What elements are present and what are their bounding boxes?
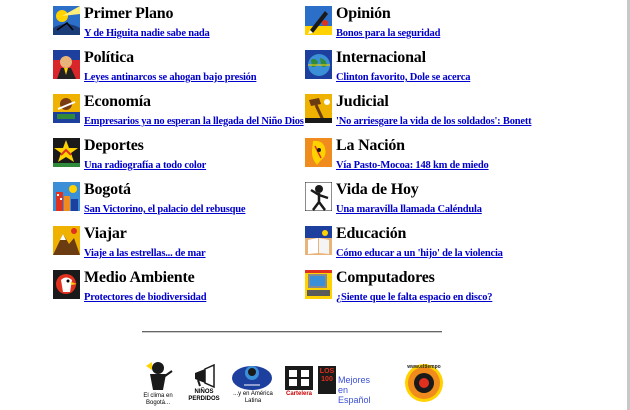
section-title[interactable]: Política bbox=[84, 49, 134, 66]
www-eltiempo-link[interactable] bbox=[404, 363, 444, 403]
section-title[interactable]: Educación bbox=[336, 225, 407, 242]
latam-globe-icon bbox=[230, 361, 274, 391]
money-icon bbox=[53, 94, 80, 123]
section-title[interactable]: Computadores bbox=[336, 269, 435, 286]
film-icon bbox=[285, 366, 313, 390]
section-medio-ambiente bbox=[53, 268, 313, 310]
headline-link[interactable]: Clinton favorito, Dole se acerca bbox=[336, 72, 471, 83]
sports-icon bbox=[53, 138, 80, 167]
section-title[interactable]: Medio Ambiente bbox=[84, 269, 195, 286]
book-icon bbox=[305, 226, 332, 255]
pen-icon bbox=[305, 6, 332, 35]
section-bogota bbox=[53, 180, 313, 222]
section-opinion bbox=[305, 4, 565, 46]
america-latina-link[interactable] bbox=[230, 361, 274, 391]
headline-link[interactable]: San Victorino, el palacio del rebusque bbox=[84, 204, 246, 215]
city-icon bbox=[53, 182, 80, 211]
latam-caption: ...y en América Latina bbox=[233, 391, 273, 404]
ninos-caption: NIÑOS PERDIDOS bbox=[188, 389, 220, 402]
clima-bogota-link[interactable] bbox=[141, 360, 175, 392]
cartelera-caption: Cartelera bbox=[285, 391, 312, 397]
gavel-icon bbox=[305, 94, 332, 123]
bird-icon bbox=[53, 270, 80, 299]
headline-link[interactable]: Una radiografía a todo color bbox=[84, 160, 207, 171]
section-title[interactable]: Primer Plano bbox=[84, 5, 174, 22]
cartelera-link[interactable] bbox=[285, 366, 313, 390]
ninos-perdidos-link[interactable] bbox=[192, 364, 218, 388]
section-educacion bbox=[305, 224, 565, 266]
globe-icon bbox=[305, 50, 332, 79]
section-economia bbox=[53, 92, 313, 134]
headline-link[interactable]: Vía Pasto-Mocoa: 148 km de miedo bbox=[336, 160, 489, 171]
section-title[interactable]: Opinión bbox=[336, 5, 391, 22]
section-viajar bbox=[53, 224, 313, 266]
politician-icon bbox=[53, 50, 80, 79]
headline-link[interactable]: ¿Siente que le falta espacio en disco? bbox=[336, 292, 493, 303]
sun-icon bbox=[53, 6, 80, 35]
section-computadores bbox=[305, 268, 565, 310]
headline-link[interactable]: Protectores de biodiversidad bbox=[84, 292, 207, 303]
horizontal-rule bbox=[142, 331, 442, 333]
headline-link[interactable]: Bonos para la seguridad bbox=[336, 28, 441, 39]
section-title[interactable]: Bogotá bbox=[84, 181, 131, 198]
headline-link[interactable]: Una maravilla llamada Caléndula bbox=[336, 204, 482, 215]
headline-link[interactable]: Cómo educar a un 'hijo' de la violencia bbox=[336, 248, 503, 259]
section-vida-de-hoy bbox=[305, 180, 565, 222]
headline-link[interactable]: 'No arriesgare la vida de los soldados': Bonett bbox=[336, 116, 532, 127]
megaphone-icon bbox=[192, 364, 218, 388]
section-primer-plano bbox=[53, 4, 313, 46]
map-icon bbox=[305, 138, 332, 167]
section-judicial bbox=[305, 92, 565, 134]
section-deportes bbox=[53, 136, 313, 178]
person-icon bbox=[305, 182, 332, 211]
los-100-badge: LOS 100 bbox=[319, 368, 335, 383]
headline-link[interactable]: Y de Higuita nadie sabe nada bbox=[84, 28, 210, 39]
section-title[interactable]: Deportes bbox=[84, 137, 144, 154]
computer-icon bbox=[305, 270, 332, 299]
headline-link[interactable]: Leyes antinarcos se ahogan bajo presión bbox=[84, 72, 257, 83]
www-badge-text: www.eltiempo bbox=[407, 364, 441, 370]
section-internacional bbox=[305, 48, 565, 90]
section-title[interactable]: Economía bbox=[84, 93, 151, 110]
clima-caption: El clima en Bogotá... bbox=[143, 393, 173, 406]
headline-link[interactable]: Empresarios ya no esperan la llegada del Niño Dios bbox=[84, 116, 304, 127]
section-title[interactable]: Internacional bbox=[336, 49, 426, 66]
headline-link[interactable]: Viaje a las estrellas... de mar bbox=[84, 248, 206, 259]
mountain-icon bbox=[53, 226, 80, 255]
los-100-link[interactable] bbox=[318, 366, 336, 394]
section-politica bbox=[53, 48, 313, 90]
section-title[interactable]: Judicial bbox=[336, 93, 389, 110]
section-title[interactable]: La Nación bbox=[336, 137, 405, 154]
section-title[interactable]: Vida de Hoy bbox=[336, 181, 419, 198]
section-la-nacion bbox=[305, 136, 565, 178]
weather-person-icon bbox=[141, 360, 175, 392]
section-title[interactable]: Viajar bbox=[84, 225, 127, 242]
los-100-caption: Mejores en Español bbox=[338, 375, 371, 405]
